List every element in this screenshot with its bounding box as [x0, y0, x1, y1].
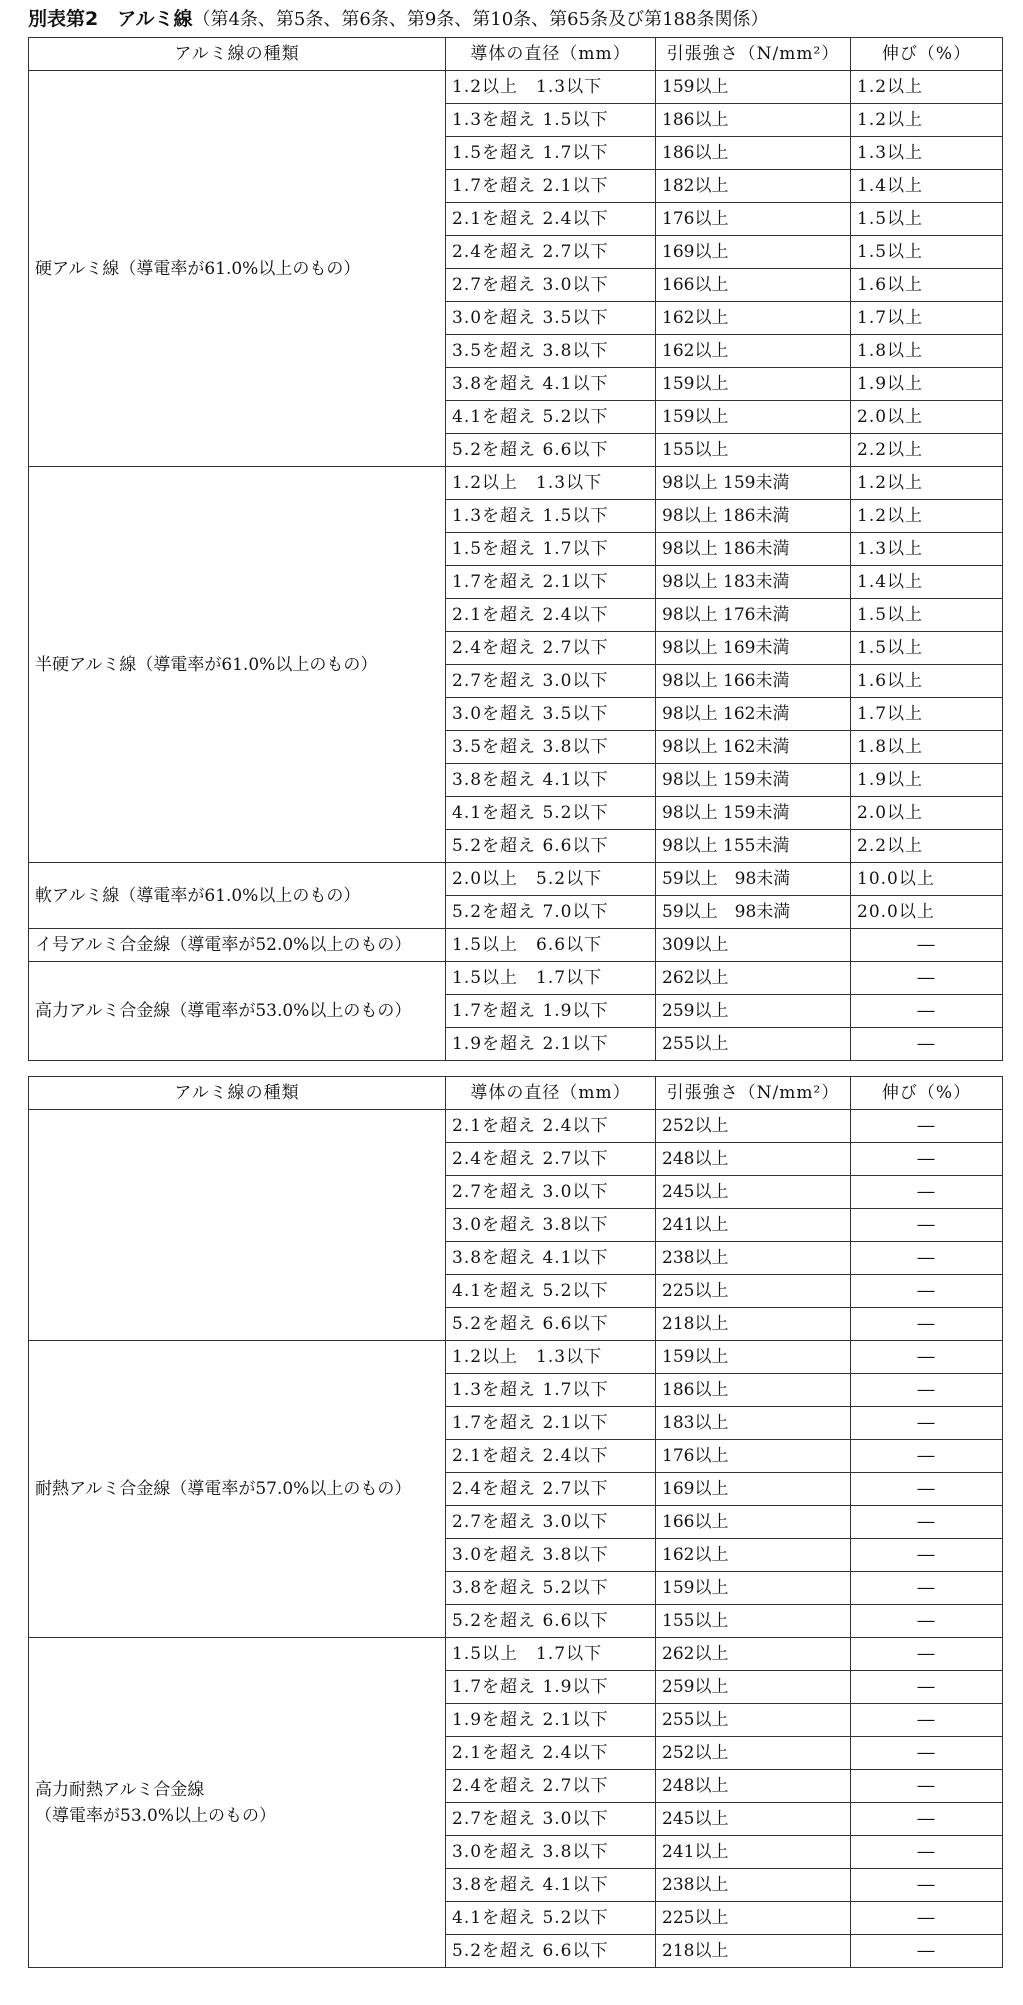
tensile-strength-cell: 248以上	[656, 1770, 851, 1803]
elongation-cell: 1.2以上	[851, 71, 1003, 104]
tensile-strength-cell: 98以上 166未満	[656, 665, 851, 698]
tensile-strength-cell: 248以上	[656, 1143, 851, 1176]
diameter-cell: 2.4を超え 2.7以下	[446, 1143, 656, 1176]
diameter-cell: 2.7を超え 3.0以下	[446, 1176, 656, 1209]
elongation-cell: ―	[851, 1407, 1003, 1440]
diameter-cell: 3.0を超え 3.8以下	[446, 1836, 656, 1869]
diameter-cell: 1.2以上 1.3以下	[446, 467, 656, 500]
tensile-strength-cell: 59以上 98未満	[656, 896, 851, 929]
tensile-strength-cell: 169以上	[656, 1473, 851, 1506]
elongation-cell: ―	[851, 1638, 1003, 1671]
tensile-strength-cell: 183以上	[656, 1407, 851, 1440]
aluminum-wire-table-part-1	[28, 37, 1003, 1061]
diameter-cell: 5.2を超え 6.6以下	[446, 1605, 656, 1638]
header-tensile-strength: 引張強さ（N/mm²）	[656, 38, 851, 71]
elongation-cell: 1.5以上	[851, 599, 1003, 632]
header-diameter: 導体の直径（mm）	[446, 38, 656, 71]
wire-type-cell: 硬アルミ線（導電率が61.0%以上のもの）	[29, 71, 446, 467]
diameter-cell: 3.0を超え 3.8以下	[446, 1539, 656, 1572]
diameter-cell: 5.2を超え 6.6以下	[446, 830, 656, 863]
diameter-cell: 5.2を超え 6.6以下	[446, 1308, 656, 1341]
diameter-cell: 1.5以上 6.6以下	[446, 929, 656, 962]
tensile-strength-cell: 182以上	[656, 170, 851, 203]
elongation-cell: ―	[851, 1110, 1003, 1143]
elongation-cell: 1.2以上	[851, 500, 1003, 533]
tensile-strength-cell: 259以上	[656, 995, 851, 1028]
diameter-cell: 1.9を超え 2.1以下	[446, 1704, 656, 1737]
elongation-cell: 1.8以上	[851, 731, 1003, 764]
diameter-cell: 3.8を超え 4.1以下	[446, 1869, 656, 1902]
title-main: 別表第2 アルミ線	[28, 8, 193, 30]
diameter-cell: 1.3を超え 1.5以下	[446, 500, 656, 533]
diameter-cell: 4.1を超え 5.2以下	[446, 1275, 656, 1308]
tensile-strength-cell: 262以上	[656, 962, 851, 995]
diameter-cell: 3.5を超え 3.8以下	[446, 731, 656, 764]
diameter-cell: 2.7を超え 3.0以下	[446, 269, 656, 302]
tensile-strength-cell: 98以上 176未満	[656, 599, 851, 632]
elongation-cell: ―	[851, 1836, 1003, 1869]
elongation-cell: ―	[851, 1737, 1003, 1770]
elongation-cell: ―	[851, 1209, 1003, 1242]
wire-type-cell: 高力耐熱アルミ合金線 （導電率が53.0%以上のもの）	[29, 1638, 446, 1968]
table-row	[29, 71, 1003, 104]
elongation-cell: ―	[851, 1341, 1003, 1374]
header-wire-type: アルミ線の種類	[29, 1077, 446, 1110]
table-row	[29, 1638, 1003, 1671]
diameter-cell: 5.2を超え 6.6以下	[446, 1935, 656, 1968]
diameter-cell: 1.5以上 1.7以下	[446, 962, 656, 995]
header-elongation: 伸び（%）	[851, 1077, 1003, 1110]
diameter-cell: 5.2を超え 7.0以下	[446, 896, 656, 929]
elongation-cell: 1.6以上	[851, 665, 1003, 698]
table-row	[29, 467, 1003, 500]
tensile-strength-cell: 225以上	[656, 1275, 851, 1308]
table-row	[29, 863, 1003, 896]
elongation-cell: 2.2以上	[851, 434, 1003, 467]
elongation-cell: 2.0以上	[851, 797, 1003, 830]
document-title	[28, 4, 768, 34]
header-elongation: 伸び（%）	[851, 38, 1003, 71]
elongation-cell: ―	[851, 1869, 1003, 1902]
tensile-strength-cell: 159以上	[656, 71, 851, 104]
diameter-cell: 2.7を超え 3.0以下	[446, 1506, 656, 1539]
diameter-cell: 2.0以上 5.2以下	[446, 863, 656, 896]
tensile-strength-cell: 98以上 159未満	[656, 764, 851, 797]
tensile-strength-cell: 166以上	[656, 1506, 851, 1539]
elongation-cell: ―	[851, 1770, 1003, 1803]
diameter-cell: 2.1を超え 2.4以下	[446, 203, 656, 236]
diameter-cell: 1.2以上 1.3以下	[446, 1341, 656, 1374]
elongation-cell: ―	[851, 1506, 1003, 1539]
tensile-strength-cell: 176以上	[656, 203, 851, 236]
tensile-strength-cell: 186以上	[656, 1374, 851, 1407]
elongation-cell: ―	[851, 1308, 1003, 1341]
elongation-cell: 1.6以上	[851, 269, 1003, 302]
diameter-cell: 3.0を超え 3.5以下	[446, 302, 656, 335]
diameter-cell: 1.5を超え 1.7以下	[446, 137, 656, 170]
diameter-cell: 2.4を超え 2.7以下	[446, 236, 656, 269]
tensile-strength-cell: 59以上 98未満	[656, 863, 851, 896]
diameter-cell: 3.8を超え 4.1以下	[446, 764, 656, 797]
tensile-strength-cell: 98以上 169未満	[656, 632, 851, 665]
elongation-cell: 1.4以上	[851, 566, 1003, 599]
tensile-strength-cell: 225以上	[656, 1902, 851, 1935]
wire-type-cell	[29, 1110, 446, 1341]
diameter-cell: 1.5以上 1.7以下	[446, 1638, 656, 1671]
diameter-cell: 5.2を超え 6.6以下	[446, 434, 656, 467]
elongation-cell: 1.4以上	[851, 170, 1003, 203]
elongation-cell: ―	[851, 1143, 1003, 1176]
tensile-strength-cell: 252以上	[656, 1737, 851, 1770]
tensile-strength-cell: 259以上	[656, 1671, 851, 1704]
elongation-cell: ―	[851, 1242, 1003, 1275]
tensile-strength-cell: 176以上	[656, 1440, 851, 1473]
tensile-strength-cell: 98以上 162未満	[656, 698, 851, 731]
table-body-part-2	[29, 1110, 1003, 1968]
tensile-strength-cell: 309以上	[656, 929, 851, 962]
tensile-strength-cell: 186以上	[656, 137, 851, 170]
diameter-cell: 2.7を超え 3.0以下	[446, 1803, 656, 1836]
tensile-strength-cell: 255以上	[656, 1704, 851, 1737]
diameter-cell: 1.7を超え 1.9以下	[446, 1671, 656, 1704]
table-row	[29, 962, 1003, 995]
elongation-cell: 1.2以上	[851, 467, 1003, 500]
diameter-cell: 3.0を超え 3.8以下	[446, 1209, 656, 1242]
tensile-strength-cell: 159以上	[656, 401, 851, 434]
elongation-cell: 1.3以上	[851, 533, 1003, 566]
tensile-strength-cell: 98以上 162未満	[656, 731, 851, 764]
tensile-strength-cell: 98以上 155未満	[656, 830, 851, 863]
elongation-cell: ―	[851, 1028, 1003, 1061]
elongation-cell: ―	[851, 995, 1003, 1028]
elongation-cell: ―	[851, 1176, 1003, 1209]
title-article-reference: （第4条、第5条、第6条、第9条、第10条、第65条及び第188条関係）	[192, 9, 769, 30]
table-header-row	[29, 38, 1003, 71]
diameter-cell: 1.7を超え 2.1以下	[446, 170, 656, 203]
tensile-strength-cell: 159以上	[656, 368, 851, 401]
table-row	[29, 1341, 1003, 1374]
diameter-cell: 2.4を超え 2.7以下	[446, 632, 656, 665]
diameter-cell: 2.1を超え 2.4以下	[446, 1110, 656, 1143]
diameter-cell: 2.4を超え 2.7以下	[446, 1473, 656, 1506]
elongation-cell: ―	[851, 1605, 1003, 1638]
diameter-cell: 3.8を超え 5.2以下	[446, 1572, 656, 1605]
tensile-strength-cell: 98以上 183未満	[656, 566, 851, 599]
tensile-strength-cell: 218以上	[656, 1308, 851, 1341]
elongation-cell: 1.9以上	[851, 764, 1003, 797]
tensile-strength-cell: 162以上	[656, 302, 851, 335]
elongation-cell: 1.5以上	[851, 632, 1003, 665]
tensile-strength-cell: 159以上	[656, 1572, 851, 1605]
header-wire-type: アルミ線の種類	[29, 38, 446, 71]
wire-type-cell: 半硬アルミ線（導電率が61.0%以上のもの）	[29, 467, 446, 863]
table-body-part-1	[29, 71, 1003, 1061]
diameter-cell: 1.3を超え 1.7以下	[446, 1374, 656, 1407]
diameter-cell: 4.1を超え 5.2以下	[446, 401, 656, 434]
diameter-cell: 1.7を超え 2.1以下	[446, 1407, 656, 1440]
aluminum-wire-table-part-2	[28, 1076, 1003, 1968]
elongation-cell: ―	[851, 1440, 1003, 1473]
tensile-strength-cell: 169以上	[656, 236, 851, 269]
tensile-strength-cell: 155以上	[656, 1605, 851, 1638]
tensile-strength-cell: 186以上	[656, 104, 851, 137]
elongation-cell: ―	[851, 1539, 1003, 1572]
tensile-strength-cell: 262以上	[656, 1638, 851, 1671]
table-header-row	[29, 1077, 1003, 1110]
table-row	[29, 929, 1003, 962]
elongation-cell: ―	[851, 1902, 1003, 1935]
tensile-strength-cell: 241以上	[656, 1836, 851, 1869]
diameter-cell: 1.7を超え 1.9以下	[446, 995, 656, 1028]
elongation-cell: ―	[851, 1935, 1003, 1968]
diameter-cell: 1.9を超え 2.1以下	[446, 1028, 656, 1061]
elongation-cell: ―	[851, 1275, 1003, 1308]
tensile-strength-cell: 245以上	[656, 1176, 851, 1209]
diameter-cell: 1.5を超え 1.7以下	[446, 533, 656, 566]
table-row	[29, 1110, 1003, 1143]
elongation-cell: 2.2以上	[851, 830, 1003, 863]
elongation-cell: ―	[851, 1803, 1003, 1836]
elongation-cell: ―	[851, 1572, 1003, 1605]
diameter-cell: 3.8を超え 4.1以下	[446, 1242, 656, 1275]
tensile-strength-cell: 218以上	[656, 1935, 851, 1968]
diameter-cell: 1.2以上 1.3以下	[446, 71, 656, 104]
wire-type-cell: 高力アルミ合金線（導電率が53.0%以上のもの）	[29, 962, 446, 1061]
elongation-cell: 1.8以上	[851, 335, 1003, 368]
wire-type-cell: イ号アルミ合金線（導電率が52.0%以上のもの）	[29, 929, 446, 962]
tensile-strength-cell: 245以上	[656, 1803, 851, 1836]
tensile-strength-cell: 155以上	[656, 434, 851, 467]
diameter-cell: 2.1を超え 2.4以下	[446, 599, 656, 632]
elongation-cell: 20.0以上	[851, 896, 1003, 929]
tensile-strength-cell: 98以上 159未満	[656, 797, 851, 830]
diameter-cell: 2.4を超え 2.7以下	[446, 1770, 656, 1803]
header-tensile-strength: 引張強さ（N/mm²）	[656, 1077, 851, 1110]
tensile-strength-cell: 98以上 159未満	[656, 467, 851, 500]
tensile-strength-cell: 252以上	[656, 1110, 851, 1143]
elongation-cell: 1.7以上	[851, 302, 1003, 335]
tensile-strength-cell: 241以上	[656, 1209, 851, 1242]
diameter-cell: 3.5を超え 3.8以下	[446, 335, 656, 368]
elongation-cell: ―	[851, 1473, 1003, 1506]
elongation-cell: 1.5以上	[851, 236, 1003, 269]
header-diameter: 導体の直径（mm）	[446, 1077, 656, 1110]
diameter-cell: 1.3を超え 1.5以下	[446, 104, 656, 137]
diameter-cell: 3.8を超え 4.1以下	[446, 368, 656, 401]
diameter-cell: 2.1を超え 2.4以下	[446, 1440, 656, 1473]
tensile-strength-cell: 159以上	[656, 1341, 851, 1374]
tensile-strength-cell: 255以上	[656, 1028, 851, 1061]
elongation-cell: 1.5以上	[851, 203, 1003, 236]
diameter-cell: 1.7を超え 2.1以下	[446, 566, 656, 599]
elongation-cell: ―	[851, 1704, 1003, 1737]
elongation-cell: 1.3以上	[851, 137, 1003, 170]
diameter-cell: 2.7を超え 3.0以下	[446, 665, 656, 698]
elongation-cell: ―	[851, 1671, 1003, 1704]
tensile-strength-cell: 98以上 186未満	[656, 500, 851, 533]
wire-type-cell: 耐熱アルミ合金線（導電率が57.0%以上のもの）	[29, 1341, 446, 1638]
diameter-cell: 4.1を超え 5.2以下	[446, 1902, 656, 1935]
elongation-cell: ―	[851, 1374, 1003, 1407]
diameter-cell: 3.0を超え 3.5以下	[446, 698, 656, 731]
elongation-cell: ―	[851, 929, 1003, 962]
elongation-cell: 10.0以上	[851, 863, 1003, 896]
elongation-cell: 1.2以上	[851, 104, 1003, 137]
tensile-strength-cell: 98以上 186未満	[656, 533, 851, 566]
tensile-strength-cell: 238以上	[656, 1869, 851, 1902]
wire-type-cell: 軟アルミ線（導電率が61.0%以上のもの）	[29, 863, 446, 929]
diameter-cell: 2.1を超え 2.4以下	[446, 1737, 656, 1770]
elongation-cell: 1.7以上	[851, 698, 1003, 731]
tensile-strength-cell: 162以上	[656, 335, 851, 368]
elongation-cell: 2.0以上	[851, 401, 1003, 434]
tensile-strength-cell: 238以上	[656, 1242, 851, 1275]
diameter-cell: 4.1を超え 5.2以下	[446, 797, 656, 830]
elongation-cell: 1.9以上	[851, 368, 1003, 401]
tensile-strength-cell: 166以上	[656, 269, 851, 302]
tensile-strength-cell: 162以上	[656, 1539, 851, 1572]
elongation-cell: ―	[851, 962, 1003, 995]
